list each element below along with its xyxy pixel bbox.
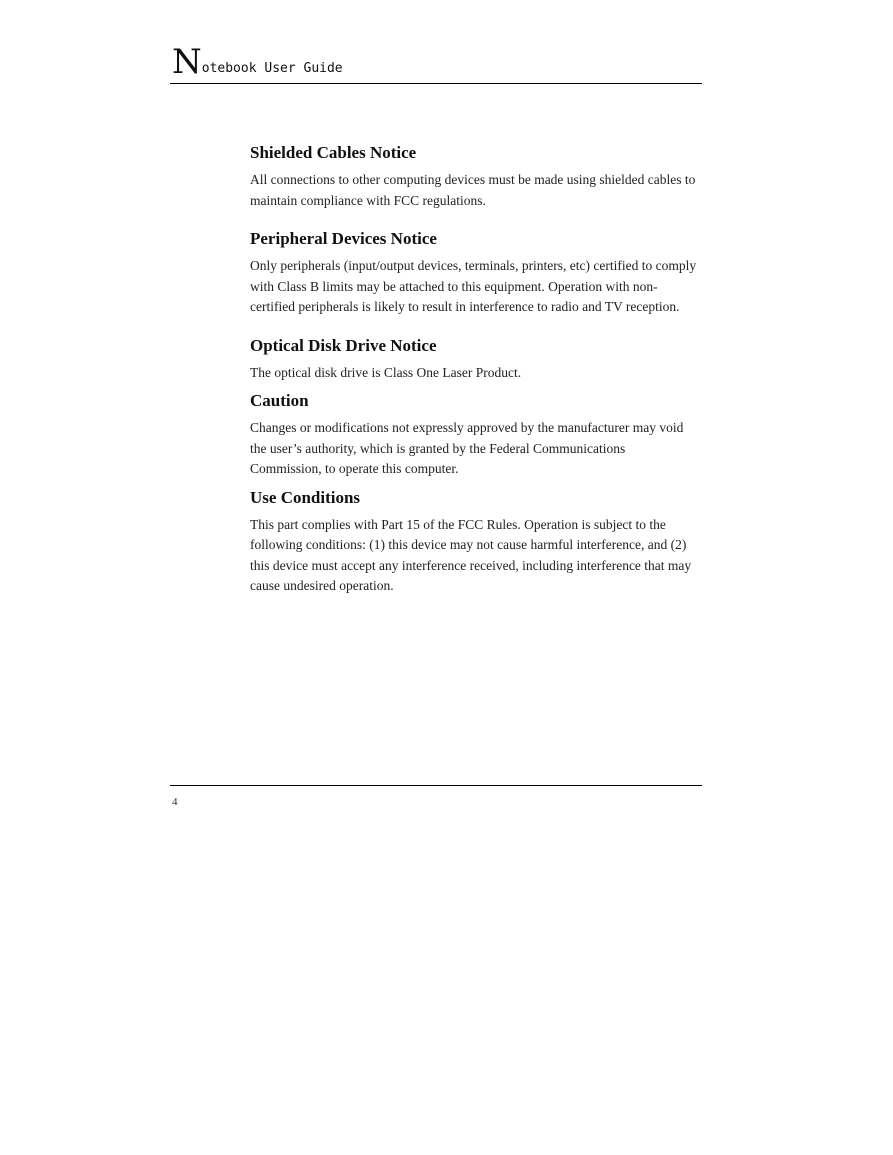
page-header [170,44,702,84]
section-body: Changes or modifications not expressly approved by the manufacturer may void the user’s authority, which is granted by the Federal Communications Commission, to operate this computer. [250,420,684,476]
section-spacer [250,211,700,228]
header-title-rest: otebook User Guide [201,61,343,76]
shielded-cables-section [250,142,700,211]
section-heading: Optical Disk Drive Notice [250,335,437,355]
section-body: This part complies with Part 15 of the FCC Rules. Operation is subject to the following conditions: (1) this device may not cause harmful interference, and (2) this device must accept any interference received, including interference that may cause undesired operation. [250,516,692,593]
footer-divider [170,785,702,786]
section-spacer [250,480,700,487]
page-content [250,142,700,597]
section-heading: Caution [250,391,309,410]
section-body: The optical disk drive is Class One Laser Product. [250,364,522,380]
optical-disk-drive-section [250,335,700,384]
header-title [172,42,343,82]
peripheral-devices-section [250,228,700,318]
section-heading: Peripheral Devices Notice [250,229,437,248]
section-body: All connections to other computing devices must be made using shielded cables to maintain compliance with FCC regulations. [250,172,696,208]
section-heading: Shielded Cables Notice [250,143,417,162]
page-number: 4 [172,796,178,808]
section-spacer [250,318,700,335]
caution-section [250,390,700,480]
section-heading: Use Conditions [250,487,361,507]
section-body: Only peripherals (input/output devices, terminals, printers, etc) certified to comply with Class B limits may be attached to this equipment. Operation with non-certified peripherals is likely to result in interference to radio and TV reception. [250,258,697,314]
use-conditions-section [250,487,700,597]
section-spacer [250,383,700,390]
header-title-initial: N [172,42,202,82]
